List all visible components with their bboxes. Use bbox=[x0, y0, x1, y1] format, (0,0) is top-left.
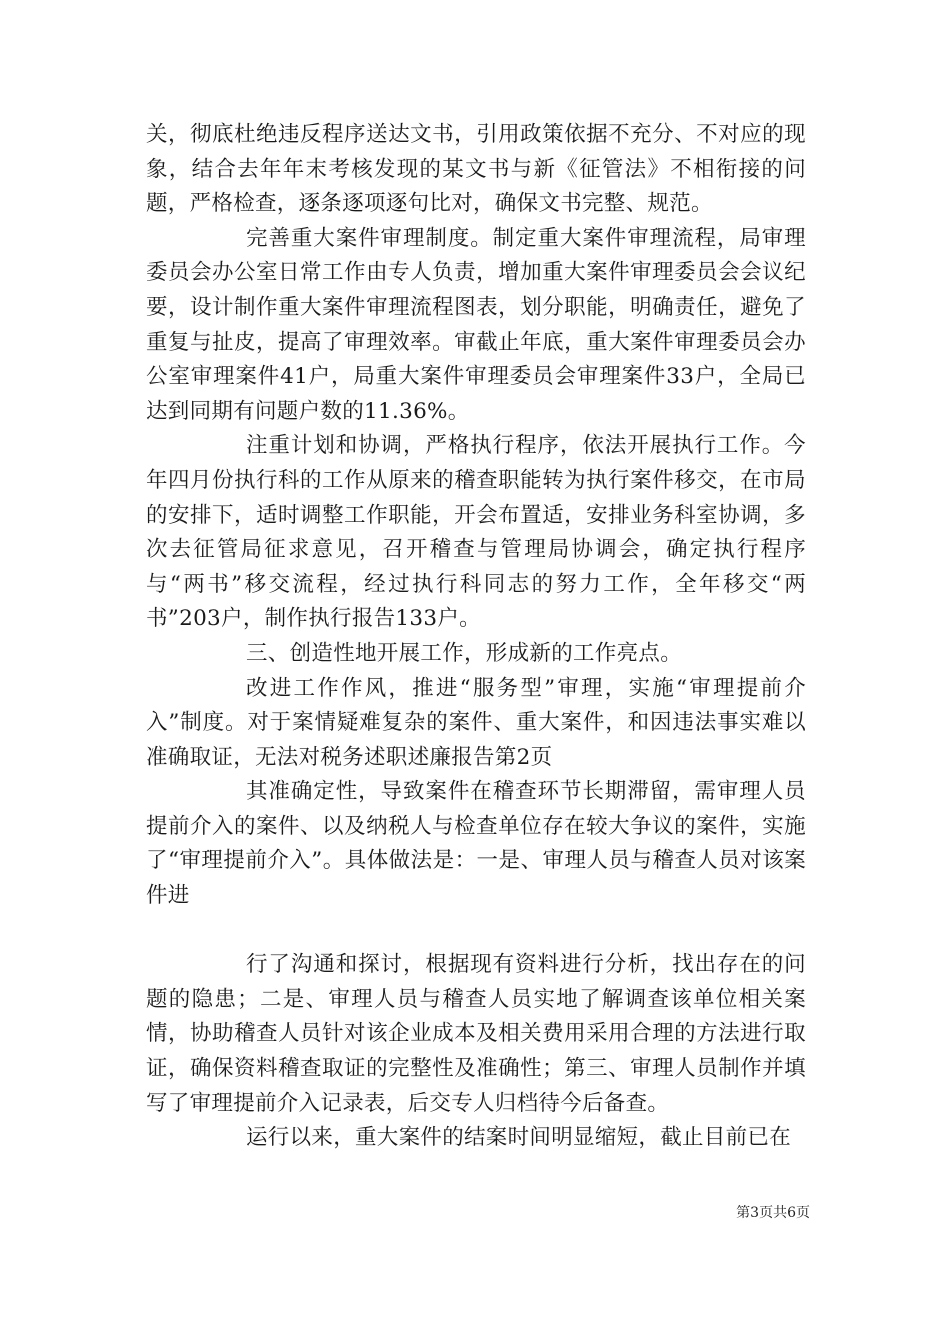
paragraph-8: 运行以来，重大案件的结案时间明显缩短，截止目前已在 bbox=[246, 1125, 792, 1151]
section-heading: 三、创造性地开展工作，形成新的工作亮点。 bbox=[246, 640, 683, 666]
paragraph-6: 其准确定性，导致案件在稽查环节长期滞留，需审理人员提前介入的案件、以及纳税人与检查单位存在较大争议的案件，实施了“审理提前介入”。具体做法是：一是、审理人员与稽查人员对该案件进 bbox=[146, 779, 806, 909]
paragraph-1: 关，彻底杜绝违反程序送达文书，引用政策依据不充分、不对应的现象，结合去年年末考核发现的某文书与新《征管法》不相衔接的问题，严格检查，逐条逐项逐句比对，确保文书完整、规范。 bbox=[146, 122, 806, 217]
paragraph-2: 完善重大案件审理制度。制定重大案件审理流程，局审理委员会办公室日常工作由专人负责，增加重大案件审理委员会会议纪要，设计制作重大案件审理流程图表，划分职能，明确责任，避免了重复与扯皮，提高了审理效率。审截止年底，重大案件审理委员会办公室审理案件41户，局重大案件审理委员会审理案件33户，全局已达到同期有问题户数的11.36%。 bbox=[146, 225, 806, 424]
paragraph-3: 注重计划和协调，严格执行程序，依法开展执行工作。今年四月份执行科的工作从原来的稽查职能转为执行案件移交，在市局的安排下，适时调整工作职能，开会布置适，安排业务科室协调，多次去征管局征求意见，召开稽查与管理局协调会，确定执行程序与“两书”移交流程，经过执行科同志的努力工作，全年移交“两书”203户，制作执行报告133户。 bbox=[146, 433, 806, 632]
paragraph-7: 行了沟通和探讨，根据现有资料进行分析，找出存在的问题的隐患；二是、审理人员与稽查人员实地了解调查该单位相关案情，协助稽查人员针对该企业成本及相关费用采用合理的方法进行取证，确保资料稽查取证的完整性及准确性；第三、审理人员制作并填写了审理提前介入记录表，后交专人归档待今后备查。 bbox=[146, 952, 806, 1116]
page-number-footer: 第3页共6页 bbox=[736, 1205, 810, 1221]
document-body bbox=[146, 118, 806, 1156]
paragraph-5: 改进工作作风，推进“服务型”审理，实施“审理提前介入”制度。对于案情疑难复杂的案件、重大案件，和因违法事实难以准确取证，无法对税务述职述廉报告第2页 bbox=[146, 675, 806, 770]
